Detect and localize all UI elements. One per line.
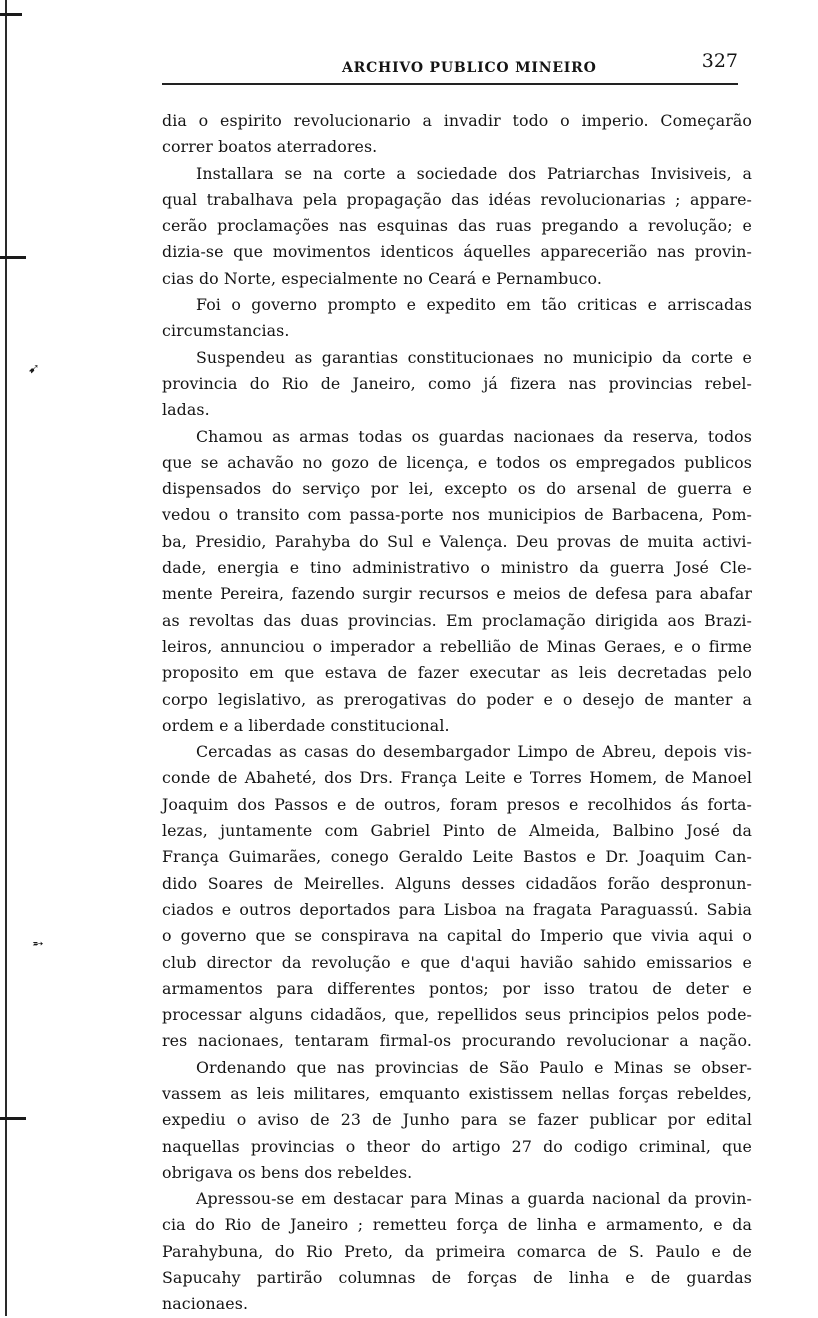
text-line: cerão proclamações nas esquinas das ruas pregando a revolução; e — [162, 216, 752, 236]
paragraph — [162, 292, 752, 345]
paragraph — [162, 108, 752, 161]
text-line: Installara se na corte a sociedade dos Patriarchas Invisiveis, a — [196, 163, 752, 183]
text-line: Sapucahy partirão columnas de forças de linha e de guardas — [162, 1268, 752, 1288]
page-number: 327 — [701, 50, 738, 72]
text-line: Suspendeu as garantias constitucionaes no municipio da corte e — [196, 347, 752, 367]
text-line: dade, energia e tino administrativo o ministro da guerra José Cle- — [162, 558, 752, 578]
text-line: Chamou as armas todas os guardas nacionaes da reserva, todos — [196, 426, 752, 446]
body-text — [162, 108, 752, 1318]
text-line: conde de Abaheté, dos Drs. França Leite e Torres Homem, de Manoel — [162, 768, 752, 788]
text-line: lezas, juntamente com Gabriel Pinto de Almeida, Balbino José da — [162, 821, 752, 841]
margin-arrow-mark: ➹ — [28, 361, 40, 377]
text-line: res nacionaes, tentaram firmal-os procurando revolucionar a nação. — [162, 1031, 752, 1051]
paragraph — [162, 161, 752, 292]
text-line: vedou o transito com passa-porte nos municipios de Barbacena, Pom- — [162, 505, 752, 525]
paragraph — [162, 424, 752, 740]
margin-tick-mark — [0, 13, 22, 16]
text-line: provincia do Rio de Janeiro, como já fizera nas provincias rebel- — [162, 373, 752, 393]
text-line: naquellas provincias o theor do artigo 27 do codigo criminal, que — [162, 1136, 752, 1156]
text-line: cia do Rio de Janeiro ; remetteu força de linha e armamento, e da — [162, 1215, 752, 1235]
text-line: Apressou-se em destacar para Minas a guarda nacional da provin- — [196, 1189, 752, 1209]
text-line: Ordenando que nas provincias de São Paulo e Minas se obser- — [196, 1057, 752, 1077]
text-line: o governo que se conspirava na capital do Imperio que vivia aqui o — [162, 926, 752, 946]
text-line: obrigava os bens dos rebeldes. — [162, 1162, 413, 1182]
text-line: proposito em que estava de fazer executar as leis decretadas pelo — [162, 663, 752, 683]
text-line: dispensados do serviço por lei, excepto os do arsenal de guerra e — [162, 479, 752, 499]
page-header — [162, 46, 752, 86]
text-line: dizia-se que movimentos identicos áquelles apparecerião nas provin- — [162, 242, 752, 262]
text-line: leiros, annunciou o imperador a rebellião de Minas Geraes, e o firme — [162, 636, 752, 656]
text-line: Parahybuna, do Rio Preto, da primeira comarca de S. Paulo e de — [162, 1241, 752, 1261]
text-line: processar alguns cidadãos, que, repellidos seus principios pelos pode- — [162, 1005, 752, 1025]
header-rule — [162, 83, 738, 85]
text-line: corpo legislativo, as prerogativas do poder e o desejo de manter a — [162, 689, 752, 709]
text-line: vassem as leis militares, emquanto existissem nellas forças rebeldes, — [162, 1083, 752, 1103]
margin-tick-mark — [0, 1117, 26, 1120]
paragraph — [162, 739, 752, 1055]
margin-arrow-mark: ➵ — [32, 936, 44, 952]
text-line: nacionaes. — [162, 1294, 249, 1314]
text-line: mente Pereira, fazendo surgir recursos e meios de defesa para abafar — [162, 584, 752, 604]
text-line: Foi o governo prompto e expedito em tão criticas e arriscadas — [196, 295, 752, 315]
text-line: expediu o aviso de 23 de Junho para se fazer publicar por edital — [162, 1110, 752, 1130]
text-line: Joaquim dos Passos e de outros, foram presos e recolhidos ás forta- — [162, 794, 752, 814]
text-line: que se achavão no gozo de licença, e todos os empregados publicos — [162, 452, 752, 472]
text-line: ciados e outros deportados para Lisboa na fragata Paraguassú. Sabia — [162, 899, 752, 919]
text-line: ba, Presidio, Parahyba do Sul e Valença. Deu provas de muita activi- — [162, 531, 752, 551]
paragraph — [162, 1055, 752, 1186]
text-line: correr boatos aterradores. — [162, 137, 378, 157]
text-line: dia o espirito revolucionario a invadir todo o imperio. Começarão — [162, 111, 752, 130]
text-line: circumstancias. — [162, 321, 290, 341]
text-line: club director da revolução e que d'aqui havião sahido emissarios e — [162, 952, 752, 972]
text-line: ordem e a liberdade constitucional. — [162, 715, 450, 735]
text-line: dido Soares de Meirelles. Alguns desses cidadãos forão despronun- — [162, 873, 752, 893]
paragraph — [162, 345, 752, 424]
running-title: ARCHIVO PUBLICO MINEIRO — [342, 60, 597, 76]
text-line: França Guimarães, conego Geraldo Leite Bastos e Dr. Joaquim Can- — [162, 847, 752, 867]
text-line: armamentos para differentes pontos; por isso tratou de deter e — [162, 978, 752, 998]
text-line: qual trabalhava pela propagação das idéas revolucionarias ; appare- — [162, 189, 752, 209]
text-line: as revoltas das duas provincias. Em proclamação dirigida aos Brazi- — [162, 610, 752, 630]
text-line: Cercadas as casas do desembargador Limpo de Abreu, depois vis- — [196, 742, 752, 762]
text-line: ladas. — [162, 400, 210, 420]
paragraph — [162, 1186, 752, 1317]
margin-tick-mark — [0, 256, 26, 259]
text-line: cias do Norte, especialmente no Ceará e Pernambuco. — [162, 268, 603, 288]
